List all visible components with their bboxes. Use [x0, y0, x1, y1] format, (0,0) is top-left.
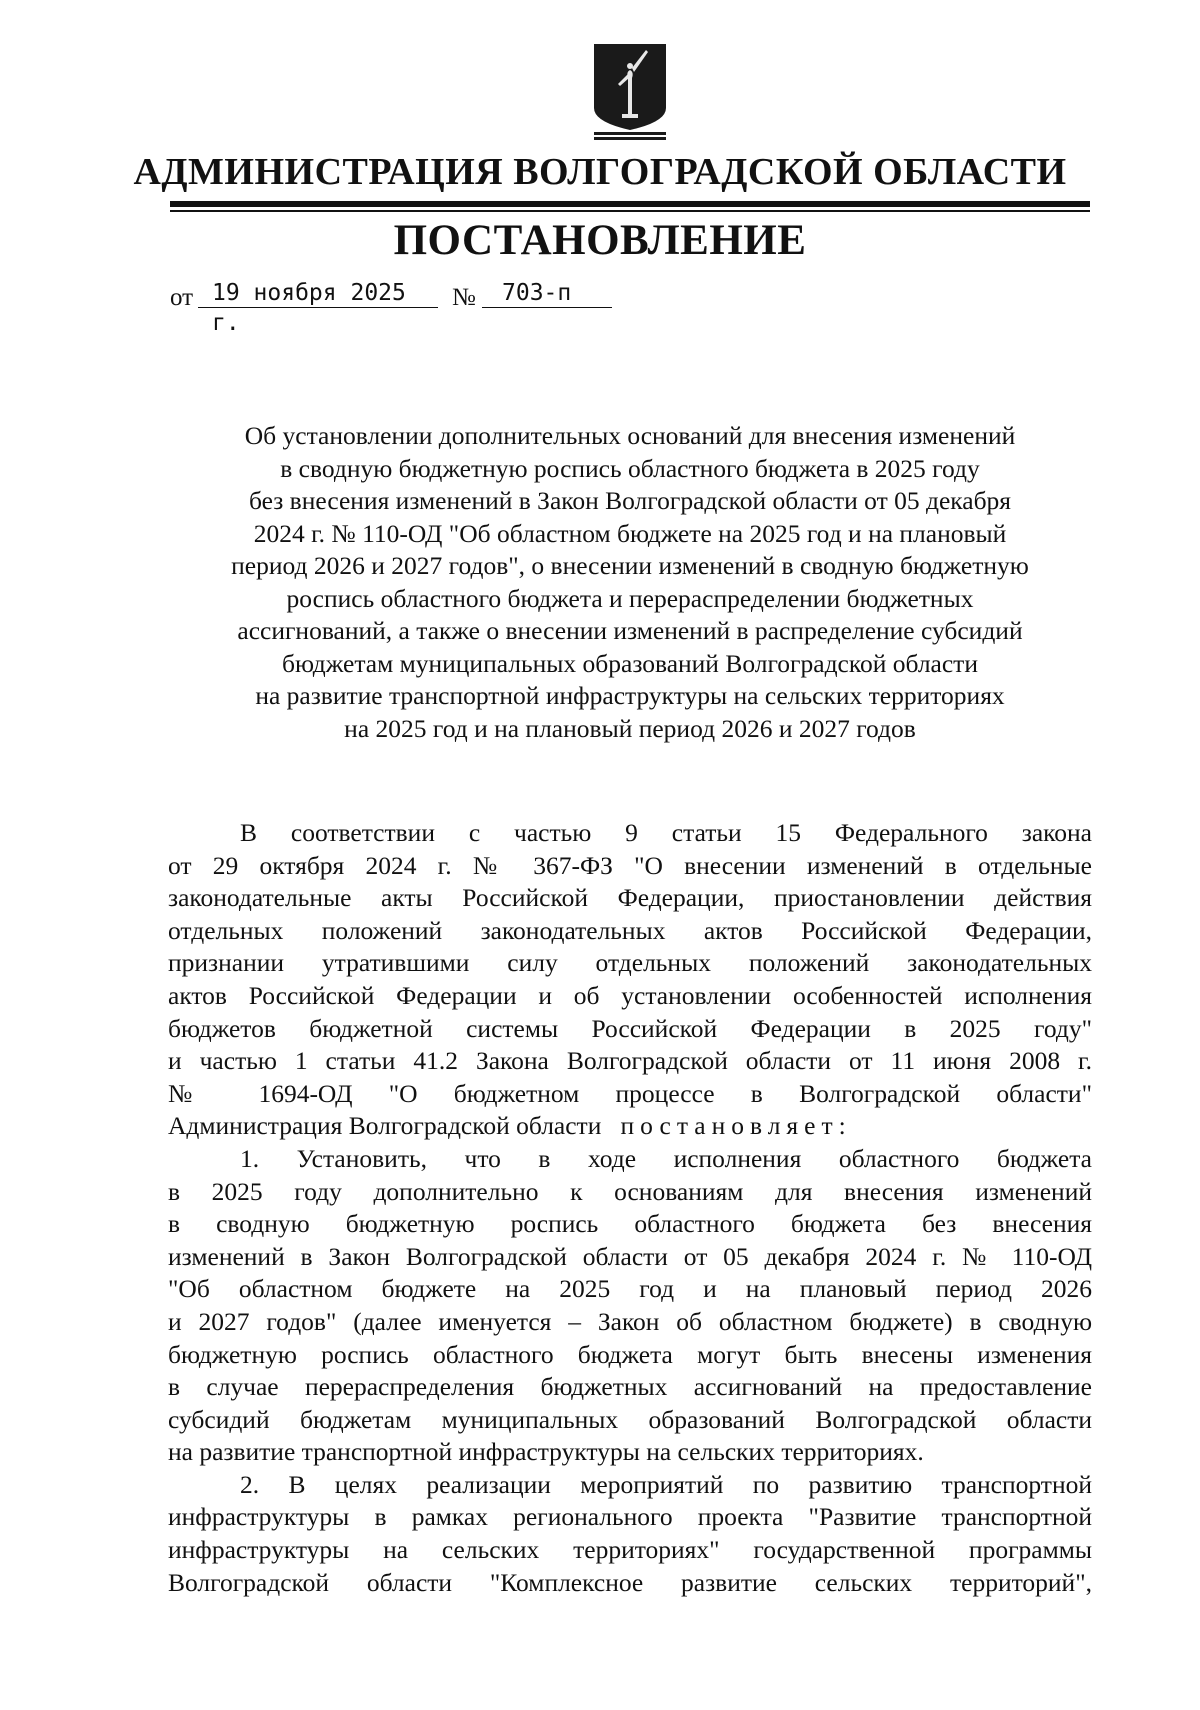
coat-of-arms-icon	[592, 42, 668, 140]
body-line: и частью 1 статьи 41.2 Закона Волгоградской области от 11 июня 2008 г.	[168, 1046, 1092, 1076]
body-line: и 2027 годов" (далее именуется – Закон об областном бюджете) в сводную	[168, 1306, 1092, 1336]
body-line: 2. В целях реализации мероприятий по развитию транспортной	[240, 1469, 1092, 1499]
body-line: Волгоградской области "Комплексное развитие сельских территорий",	[168, 1567, 1092, 1597]
header-rule-thin	[170, 210, 1090, 212]
subject-line: ассигнований, а также о внесении изменений в распределение субсидий	[237, 616, 1023, 645]
body-line: инфраструктуры в рамках регионального проекта "Развитие транспортной	[168, 1502, 1092, 1532]
resolve-word: постановляет:	[620, 1111, 852, 1141]
document-subject	[160, 420, 1100, 745]
date-prefix: от	[170, 284, 194, 311]
body-line: изменений в Закон Волгоградской области от 05 декабря 2024 г. № 110-ОД	[168, 1241, 1092, 1271]
body-line: бюджетную роспись областного бюджета могут быть внесены изменения	[168, 1339, 1092, 1369]
body-line: "Об областном бюджете на 2025 год и на плановый период 2026	[168, 1274, 1092, 1304]
body-line: признании утратившими силу отдельных положений законодательных	[168, 948, 1092, 978]
document-date: 19 ноября 2025 г.	[198, 278, 438, 308]
body-line: инфраструктуры на сельских территориях" государственной программы	[168, 1535, 1092, 1565]
subject-line: в сводную бюджетную роспись областного бюджета в 2025 году	[280, 453, 980, 483]
body-line: в сводную бюджетную роспись областного бюджета без внесения	[168, 1209, 1092, 1239]
body-line: актов Российской Федерации и об установлении особенностей исполнения	[168, 980, 1092, 1010]
body-line: в 2025 году дополнительно к основаниям для внесения изменений	[168, 1176, 1092, 1206]
subject-line: без внесения изменений в Закон Волгоградской области от 05 декабря	[248, 486, 1012, 515]
resolve-prefix: Администрация Волгоградской области	[168, 1111, 602, 1141]
organization-title: АДМИНИСТРАЦИЯ ВОЛГОГРАДСКОЙ ОБЛАСТИ	[133, 151, 1067, 193]
resolve-line	[168, 1110, 1092, 1143]
body-line: № 1694-ОД "О бюджетном процессе в Волгоградской области"	[168, 1078, 1092, 1108]
subject-line: период 2026 и 2027 годов", о внесении изменений в сводную бюджетную	[231, 551, 1029, 580]
subject-line: на 2025 год и на плановый период 2026 и 2027 годов	[344, 713, 916, 743]
header-rule-thick	[170, 201, 1090, 207]
body-line: 1. Установить, что в ходе исполнения областного бюджета	[240, 1143, 1092, 1173]
body-line: субсидий бюджетам муниципальных образований Волгоградской области	[168, 1404, 1092, 1434]
document-number: 703-п	[482, 278, 612, 308]
body-line: законодательные акты Российской Федерации, приостановлении действия	[168, 883, 1092, 913]
document-type: ПОСТАНОВЛЕНИЕ	[393, 217, 807, 264]
subject-line: Об установлении дополнительных оснований для внесения изменений	[244, 421, 1016, 450]
body-line: В соответствии с частью 9 статьи 15 Федерального закона	[240, 818, 1092, 847]
subject-line: на развитие транспортной инфраструктуры на сельских территориях	[255, 681, 1005, 710]
number-prefix: №	[452, 284, 476, 311]
subject-line: 2024 г. № 110-ОД "Об областном бюджете на 2025 год и на плановый	[253, 518, 1007, 548]
subject-line: роспись областного бюджета и перераспределении бюджетных	[286, 583, 974, 613]
document-body	[168, 817, 1092, 1599]
date-number-row	[170, 278, 670, 336]
body-line: в случае перераспределения бюджетных ассигнований на предоставление	[168, 1372, 1092, 1402]
body-line: на развитие транспортной инфраструктуры на сельских территориях.	[168, 1437, 924, 1467]
body-line: от 29 октября 2024 г. № 367-ФЗ "О внесении изменений в отдельные	[168, 850, 1092, 880]
body-line: бюджетов бюджетной системы Российской Федерации в 2025 году"	[168, 1013, 1092, 1043]
body-line: отдельных положений законодательных актов Российской Федерации,	[168, 915, 1092, 945]
subject-line: бюджетам муниципальных образований Волгоградской области	[282, 648, 978, 678]
